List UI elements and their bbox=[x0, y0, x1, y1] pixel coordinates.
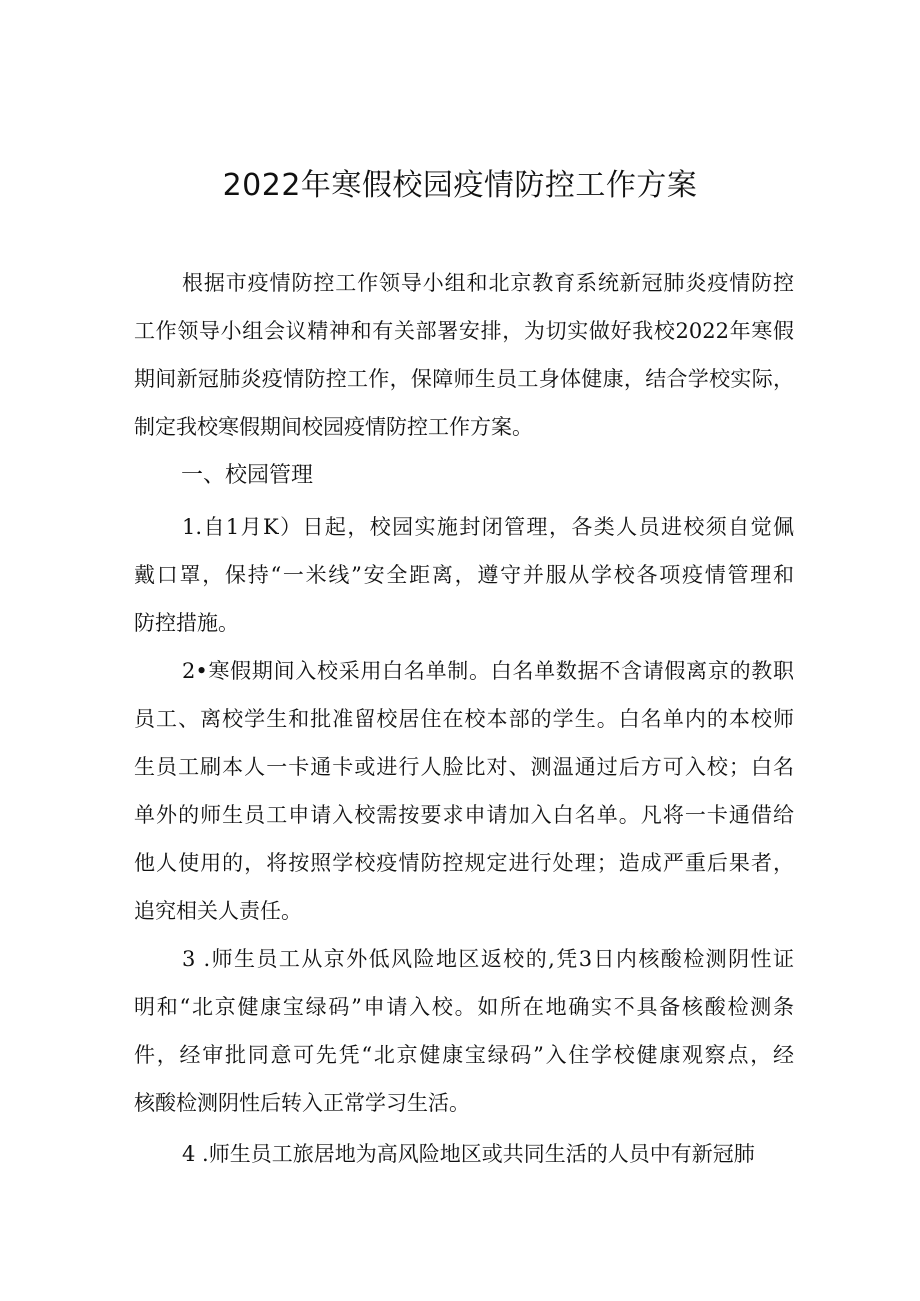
document-title: 2022年寒假校园疫情防控工作方案 bbox=[222, 168, 698, 203]
item-4-paragraph bbox=[134, 1130, 794, 1178]
item-2-line: 2•寒假期间入校采用白名单制。白名单数据不含请假离京的教职 bbox=[182, 659, 794, 683]
intro-line: 制定我校寒假期间校园疫情防控工作方案。 bbox=[134, 415, 533, 439]
section-heading-campus-management: 一、校园管理 bbox=[181, 463, 314, 488]
item-4-line: 4 .师生员工旅居地为高风险地区或共同生活的人员中有新冠肺 bbox=[182, 1142, 755, 1166]
item-3-line: 核酸检测阴性后转入正常学习生活。 bbox=[134, 1091, 470, 1115]
intro-line: 工作领导小组会议精神和有关部署安排，为切实做好我校2022年寒假 bbox=[134, 319, 794, 343]
item-1-line: 戴口罩，保持“一米线”安全距离，遵守并服从学校各项疫情管理和 bbox=[134, 563, 794, 587]
item-2-line: 单外的师生员工申请入校需按要求申请加入白名单。凡将一卡通借给 bbox=[134, 803, 794, 827]
intro-line: 期间新冠肺炎疫情防控工作，保障师生员工身体健康，结合学校实际， bbox=[134, 367, 794, 391]
item-2-line: 他人使用的，将按照学校疫情防控规定进行处理；造成严重后果者， bbox=[134, 851, 794, 875]
item-3-line: 明和“北京健康宝绿码”申请入校。如所在地确实不具备核酸检测条 bbox=[134, 995, 794, 1019]
item-2-line: 生员工刷本人一卡通卡或进行人脸比对、测温通过后方可入校；白名 bbox=[134, 755, 794, 779]
intro-paragraph bbox=[134, 259, 794, 451]
intro-line: 根据市疫情防控工作领导小组和北京教育系统新冠肺炎疫情防控 bbox=[182, 271, 794, 295]
item-3-line: 3 .师生员工从京外低风险地区返校的,凭3日内核酸检测阴性证 bbox=[182, 947, 794, 971]
item-2-line: 追究相关人责任。 bbox=[134, 899, 302, 923]
item-2-line: 员工、离校学生和批准留校居住在校本部的学生。白名单内的本校师 bbox=[134, 707, 794, 731]
item-2-paragraph bbox=[134, 647, 794, 935]
item-3-paragraph bbox=[134, 935, 794, 1127]
item-1-line: 1.自1月K）日起，校园实施封闭管理，各类人员进校须自觉佩 bbox=[182, 515, 794, 539]
item-1-paragraph bbox=[134, 503, 794, 647]
item-3-line: 件，经审批同意可先凭“北京健康宝绿码”入住学校健康观察点，经 bbox=[134, 1043, 794, 1067]
item-1-line: 防控措施。 bbox=[134, 611, 239, 635]
